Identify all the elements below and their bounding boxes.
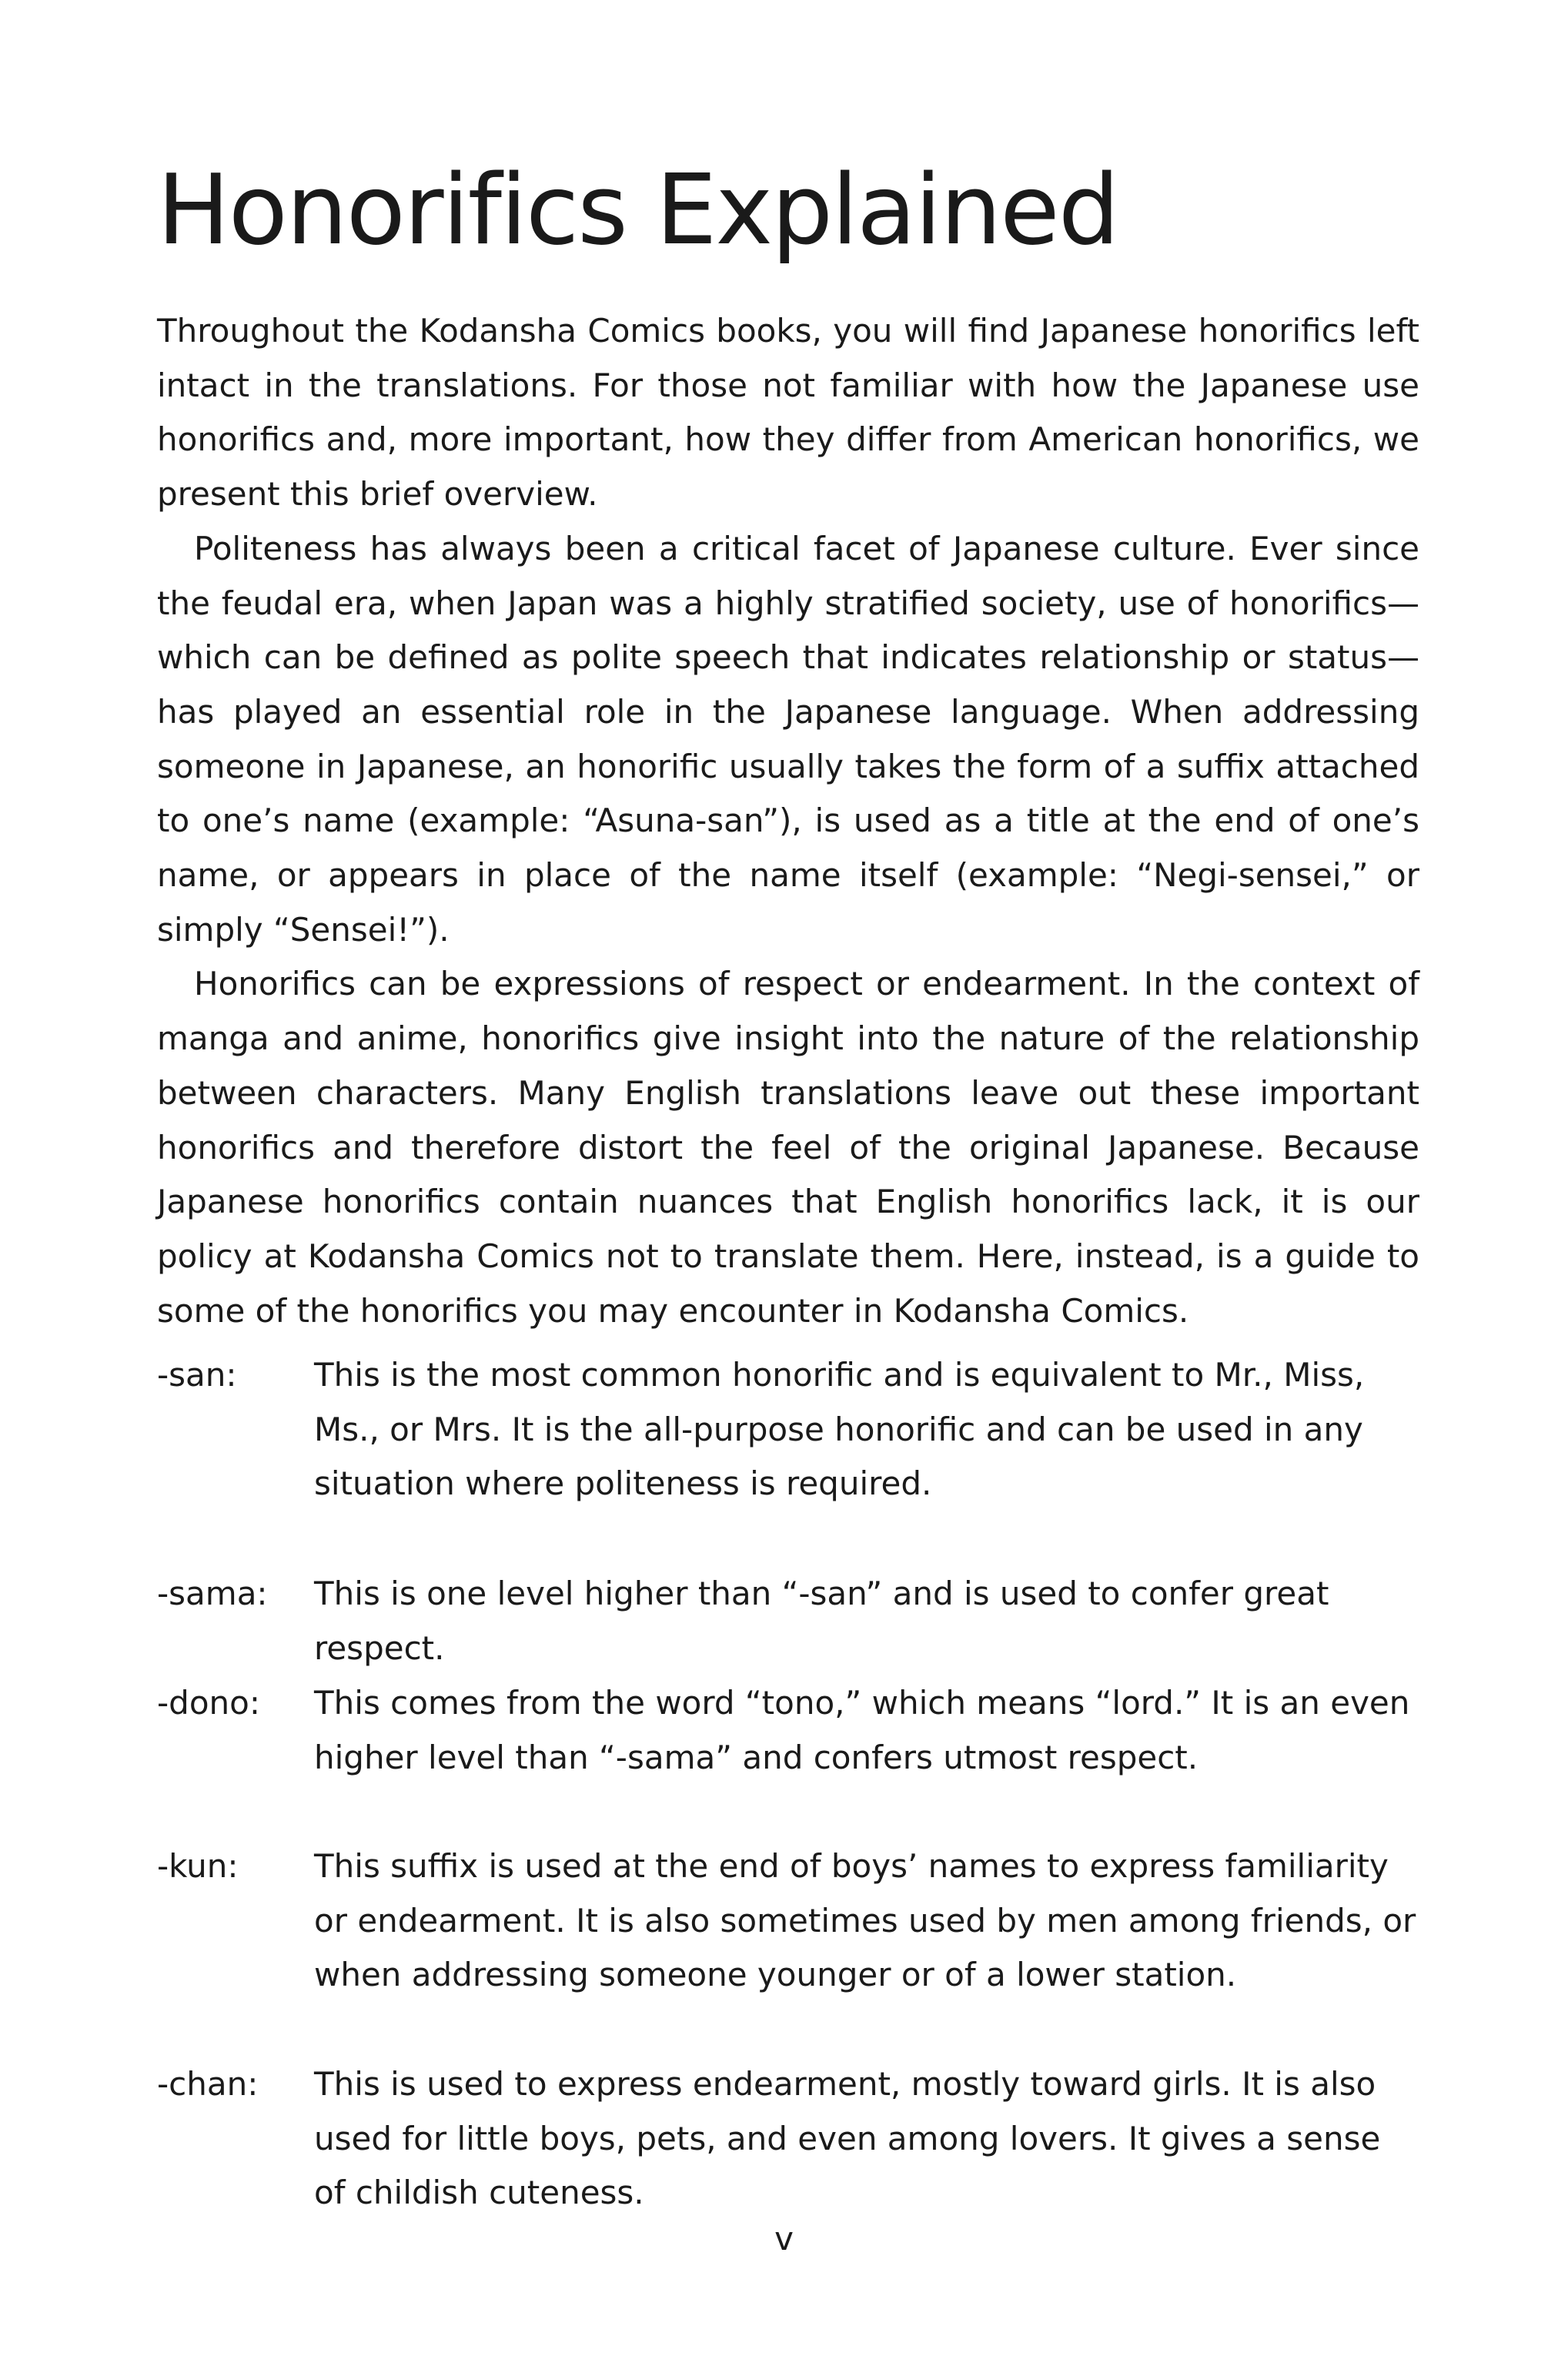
honorific-term: -san: xyxy=(157,1356,237,1394)
honorific-term: -sama: xyxy=(157,1575,268,1612)
page-title: Honorifics Explained xyxy=(157,153,1118,266)
intro-paragraph: Politeness has always been a critical facet of Japanese culture. Ever since the feudal era, when Japan was a highly stratified society, use of honorifics—which can be defined as polite speech that indicates relationship or status—has played an essential role in the Japanese language. When addressing someone in Japanese, an honorific usually takes the form of a suffix attached to one’s name (example: “Asuna-san”), is used as a title at the end of one’s name, or appears in place of the name itself (example: “Negi-sensei,” or simply “Sensei!”). xyxy=(157,529,1419,949)
honorific-term: -dono: xyxy=(157,1684,260,1722)
intro-text xyxy=(157,304,1419,1338)
honorific-definition: This suffix is used at the end of boys’ names to express familiarity or endearment. It is also sometimes used by men among friends, or when addressing someone younger or of a lower station. xyxy=(314,1847,1416,1994)
intro-paragraph: Honorifics can be expressions of respect or endearment. In the context of manga and anime, honorifics give insight into the nature of the relationship between characters. Many English translations leave out these important honorifics and therefore distort the feel of the original Japanese. Because Japanese honorifics contain nuances that English honorifics lack, it is our policy at Kodansha Comics not to translate them. Here, instead, is a guide to some of the honorifics you may encounter in Kodansha Comics. xyxy=(157,965,1419,1330)
honorific-term: -kun: xyxy=(157,1847,239,1885)
honorific-definition: This comes from the word “tono,” which means “lord.” It is an even higher level than “-sama” and confers utmost respect. xyxy=(314,1684,1410,1776)
honorific-definition: This is the most common honorific and is equivalent to Mr., Miss, Ms., or Mrs. It is the all-purpose honorific and can be used in any situation where politeness is required. xyxy=(314,1356,1365,1503)
honorific-definition: This is used to express endearment, mostly toward girls. It is also used for little boys, pets, and even among lovers. It gives a sense of childish cuteness. xyxy=(314,2065,1381,2212)
page-number: v xyxy=(774,2220,794,2258)
intro-paragraph: Throughout the Kodansha Comics books, you will find Japanese honorifics left intact in the translations. For those not familiar with how the Japanese use honorifics and, more important, how they differ from American honorifics, we present this brief overview. xyxy=(157,312,1419,514)
honorific-term: -chan: xyxy=(157,2065,259,2103)
honorific-definition: This is one level higher than “-san” and is used to confer great respect. xyxy=(314,1575,1329,1667)
